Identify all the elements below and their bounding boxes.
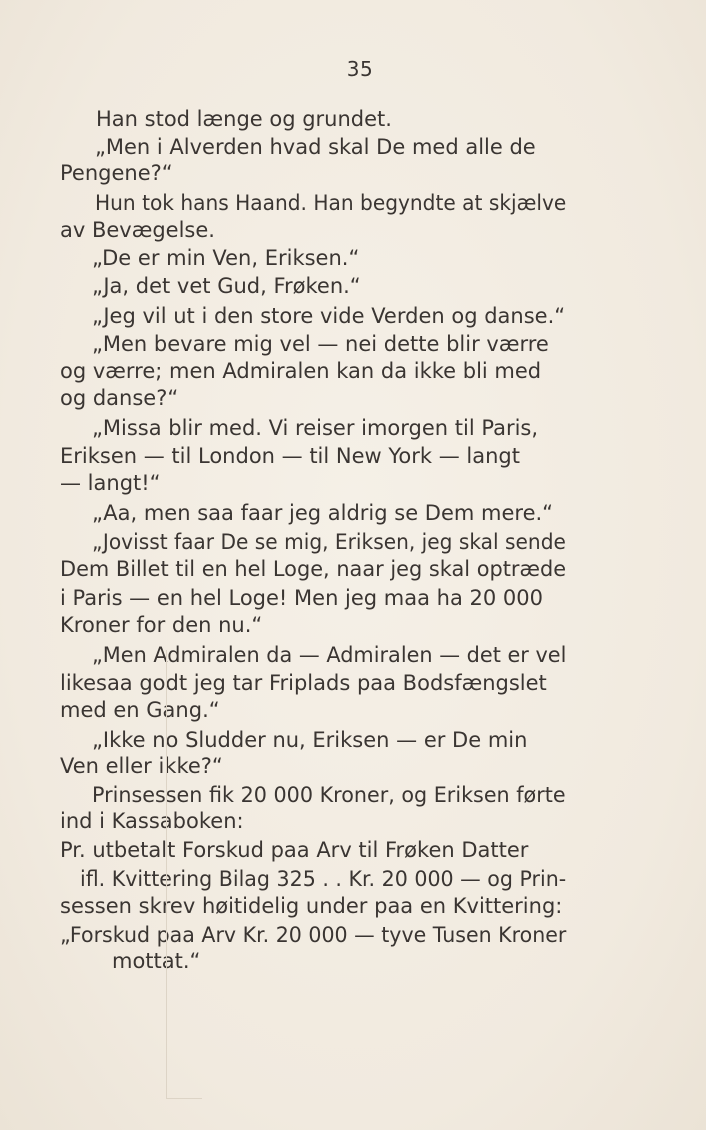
text-line: Kroner for den nu.“ bbox=[60, 613, 263, 637]
text-line: „De er min Ven, Eriksen.“ bbox=[92, 246, 360, 270]
text-line: mottat.“ bbox=[112, 949, 201, 973]
scan-rule bbox=[166, 650, 167, 1098]
text-line: „Men bevare mig vel — nei dette blir værre bbox=[92, 332, 549, 356]
text-line: av Bevægelse. bbox=[60, 218, 215, 242]
text-line: Han stod længe og grundet. bbox=[96, 107, 392, 131]
text-line: ind i Kassaboken: bbox=[60, 809, 244, 833]
scan-rule bbox=[166, 1098, 202, 1099]
text-line: likesaa godt jeg tar Friplads paa Bodsfængslet bbox=[60, 671, 547, 695]
text-line: Hun tok hans Haand. Han begyndte at skjælve bbox=[95, 191, 567, 215]
text-line: — langt!“ bbox=[60, 471, 161, 495]
text-line: „Ikke no Sludder nu, Eriksen — er De min bbox=[92, 728, 528, 752]
text-line: „Ja, det vet Gud, Frøken.“ bbox=[92, 274, 361, 298]
text-line: og danse?“ bbox=[60, 386, 179, 410]
text-line: og værre; men Admiralen kan da ikke bli med bbox=[60, 359, 542, 383]
text-line: ifl. Kvittering Bilag 325 . . Kr. 20 000 — og Prin- bbox=[80, 867, 567, 891]
text-line: „Forskud paa Arv Kr. 20 000 — tyve Tusen Kroner bbox=[60, 923, 567, 947]
text-line: Dem Billet til en hel Loge, naar jeg skal optræde bbox=[60, 557, 567, 581]
text-line: „Men Admiralen da — Admiralen — det er vel bbox=[92, 643, 567, 667]
text-line: sessen skrev høitidelig under paa en Kvittering: bbox=[60, 894, 563, 918]
text-line: „Missa blir med. Vi reiser imorgen til Paris, bbox=[92, 416, 539, 440]
page-number: 35 bbox=[346, 57, 374, 81]
text-line: „Jeg vil ut i den store vide Verden og danse.“ bbox=[92, 304, 566, 328]
text-line: Pr. utbetalt Forskud paa Arv til Frøken Datter bbox=[60, 838, 529, 862]
text-line: med en Gang.“ bbox=[60, 698, 220, 722]
text-line: Eriksen — til London — til New York — langt bbox=[60, 444, 520, 468]
text-line: „Men i Alverden hvad skal De med alle de bbox=[95, 135, 536, 159]
text-line: „Jovisst faar De se mig, Eriksen, jeg skal sende bbox=[92, 530, 566, 554]
text-line: „Aa, men saa faar jeg aldrig se Dem mere.“ bbox=[92, 501, 554, 525]
text-line: i Paris — en hel Loge! Men jeg maa ha 20 000 bbox=[60, 586, 544, 610]
text-line: Ven eller ikke?“ bbox=[60, 754, 223, 778]
text-line: Prinsessen fik 20 000 Kroner, og Eriksen førte bbox=[92, 783, 566, 807]
text-line: Pengene?“ bbox=[60, 161, 173, 185]
